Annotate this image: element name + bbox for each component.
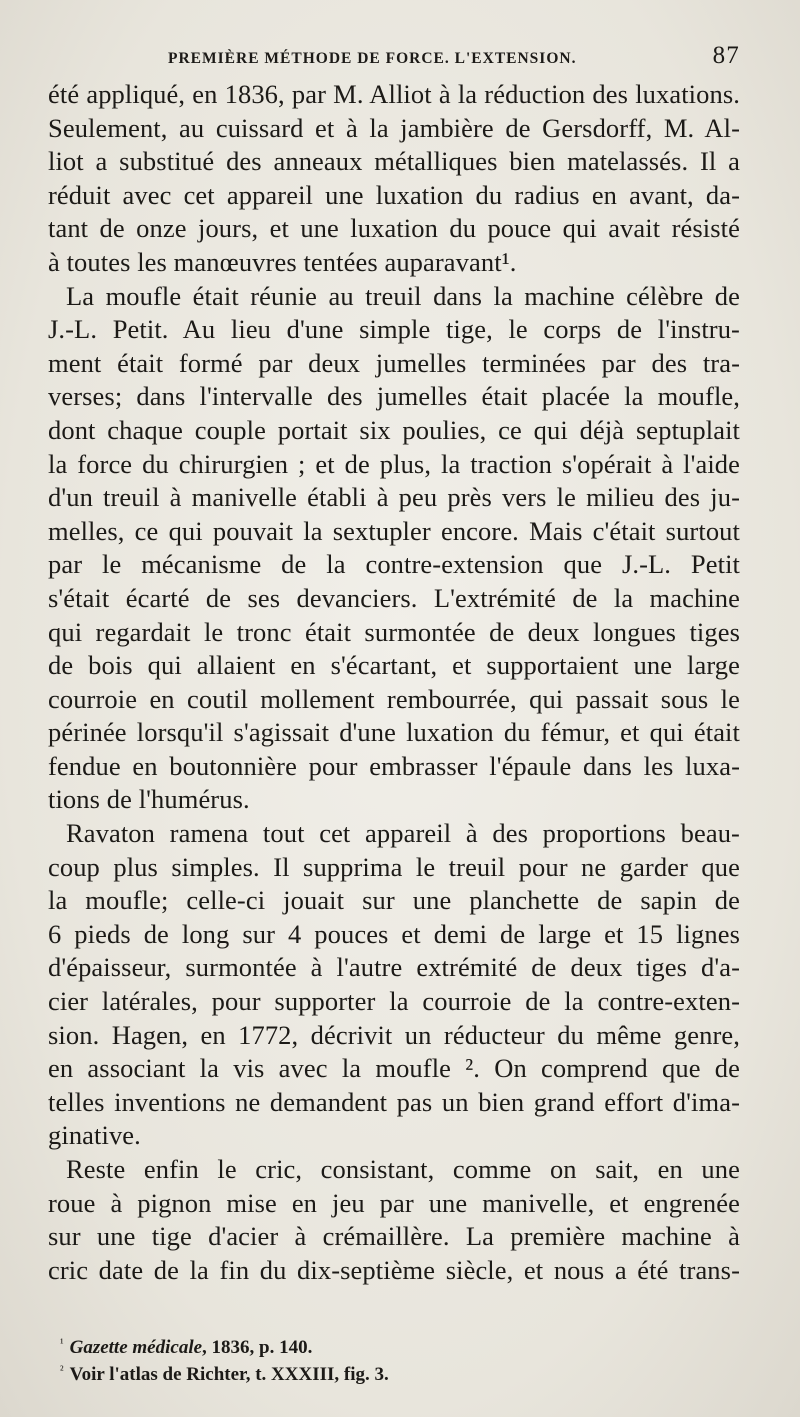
text-line: sur une tige d'acier à crémaillère. La première machine à <box>48 1221 740 1252</box>
text-line: Ravaton ramena tout cet appareil à des proportions beau- <box>66 818 740 849</box>
text-line: cric date de la fin du dix-septième siècle, et nous a été trans- <box>48 1254 740 1285</box>
footnote-text: , 1836, p. 140. <box>202 1337 313 1358</box>
page-number: 87 <box>712 42 740 69</box>
footnote-marker: ² <box>60 1363 64 1377</box>
text-line: Reste enfin le cric, consistant, comme on sait, en une <box>66 1154 740 1184</box>
text-line: courroie en coutil mollement rembourrée, qui passait sous le <box>48 683 740 714</box>
text-line: tions de l'humérus. <box>48 784 250 815</box>
text-line: verses; dans l'intervalle des jumelles était placée la moufle, <box>48 381 740 412</box>
text-line: Seulement, au cuissard et à la jambière de Gersdorff, M. Al- <box>48 112 740 143</box>
text-line: 6 pieds de long sur 4 pouces et demi de large et 15 lignes <box>48 918 740 949</box>
text-line: de bois qui allaient en s'écartant, et supportaient une large <box>48 650 740 681</box>
text-line: La moufle était réunie au treuil dans la machine célèbre de <box>66 280 740 311</box>
text-line: périnée lorsqu'il s'agissait d'une luxation du fémur, et qui était <box>48 717 740 748</box>
text-line: tant de onze jours, et une luxation du pouce qui avait résisté <box>48 213 740 244</box>
text-line: en associant la vis avec la moufle ². On comprend que de <box>48 1053 740 1084</box>
text-line: melles, ce qui pouvait la sextupler encore. Mais c'était surtout <box>48 515 740 546</box>
text-line: sion. Hagen, en 1772, décrivit un réducteur du même genre, <box>48 1019 740 1050</box>
footnote-source: Gazette médicale <box>69 1337 203 1358</box>
text-line: ginative. <box>48 1120 141 1151</box>
footnotes <box>60 1330 740 1384</box>
text-line: ment était formé par deux jumelles terminées par des tra- <box>48 347 740 378</box>
text-line: la force du chirurgien ; et de plus, la traction s'opérait à l'aide <box>48 448 740 479</box>
text-line: J.-L. Petit. Au lieu d'une simple tige, le corps de l'instru- <box>48 314 740 345</box>
footnote-text: Voir l'atlas de Richter, t. XXXIII, fig. 3. <box>69 1364 389 1385</box>
text-line: d'un treuil à manivelle établi à peu près vers le milieu des ju- <box>48 482 740 513</box>
footnote <box>60 1357 740 1384</box>
text-line: qui regardait le tronc était surmontée de deux longues tiges <box>48 616 740 647</box>
text-line: roue à pignon mise en jeu par une manivelle, et engrenée <box>48 1187 740 1218</box>
text-line: s'était écarté de ses devanciers. L'extrémité de la machine <box>48 582 740 613</box>
page-header <box>150 42 740 76</box>
running-title: PREMIÈRE MÉTHODE DE FORCE. L'EXTENSION. <box>168 50 577 67</box>
text-line: dont chaque couple portait six poulies, ce qui déjà septuplait <box>48 414 740 445</box>
text-line: d'épaisseur, surmontée à l'autre extrémité de deux tiges d'a- <box>48 952 740 983</box>
text-line: coup plus simples. Il supprima le treuil pour ne garder que <box>48 851 740 882</box>
text-line: cier latérales, pour supporter la courroie de la contre-exten- <box>48 986 740 1017</box>
body-text <box>48 78 740 1287</box>
footnote-marker: ¹ <box>60 1336 64 1350</box>
text-line: à toutes les manœuvres tentées auparavant¹. <box>48 246 517 277</box>
text-line: telles inventions ne demandent pas un bien grand effort d'ima- <box>48 1086 740 1117</box>
text-line: la moufle; celle-ci jouait sur une planchette de sapin de <box>48 885 740 916</box>
text-line: réduit avec cet appareil une luxation du radius en avant, da- <box>48 179 740 210</box>
text-line: été appliqué, en 1836, par M. Alliot à la réduction des luxations. <box>48 79 740 109</box>
text-line: liot a substitué des anneaux métalliques bien matelassés. Il a <box>48 146 740 177</box>
text-line: par le mécanisme de la contre-extension que J.-L. Petit <box>48 549 740 580</box>
text-line: fendue en boutonnière pour embrasser l'épaule dans les luxa- <box>48 750 740 781</box>
footnote <box>60 1330 740 1357</box>
